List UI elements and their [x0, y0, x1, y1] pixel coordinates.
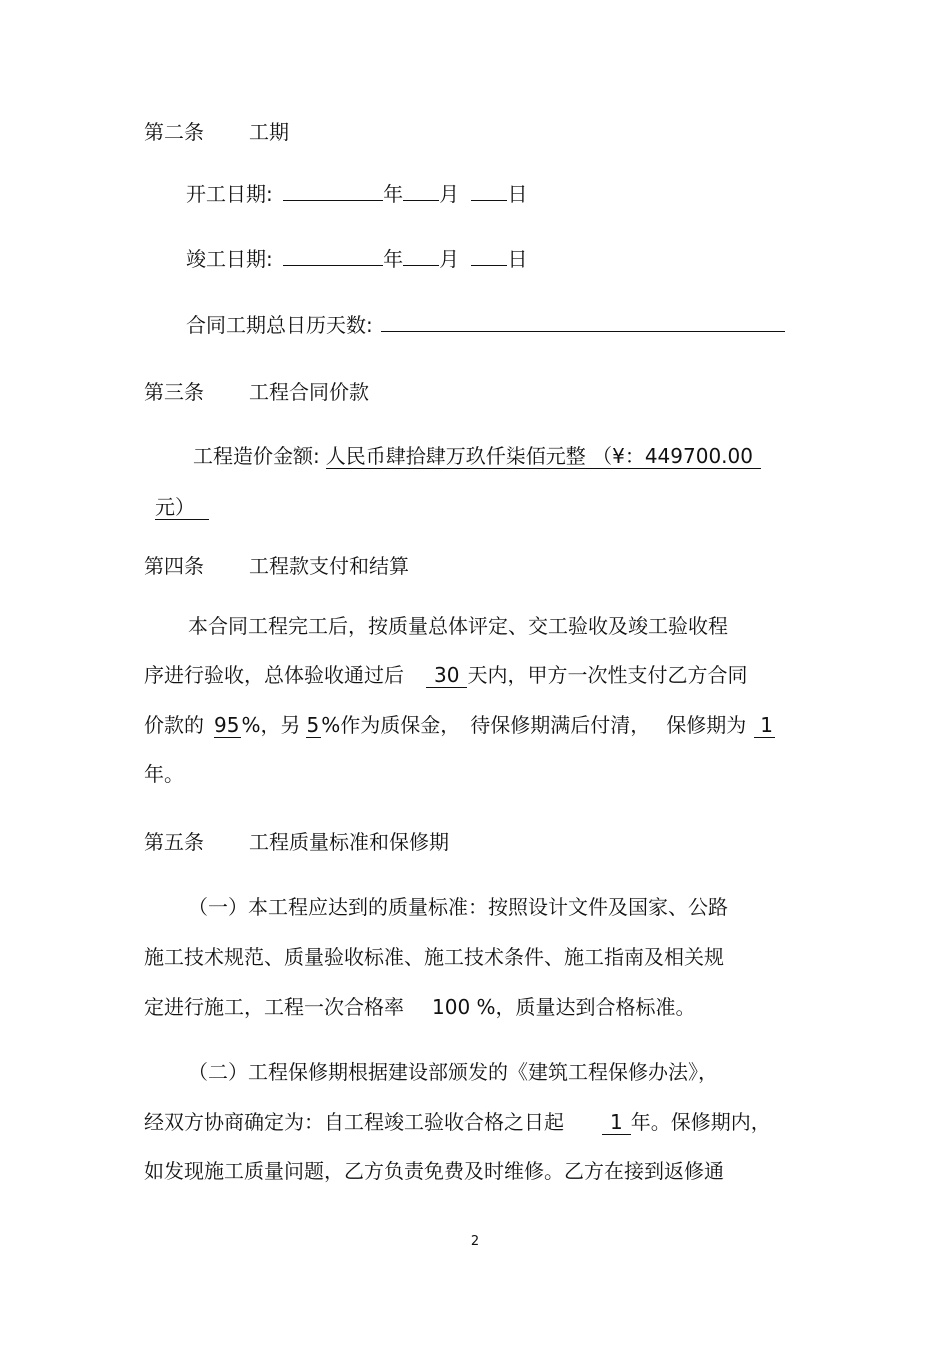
start-day-blank — [471, 178, 507, 201]
start-date-line: 开工日期: 年 月 日 — [186, 178, 527, 208]
start-date-label: 开工日期: — [186, 182, 273, 206]
warranty-paragraph-line-1: （二）工程保修期根据建设部颁发的《建筑工程保修办法》， — [188, 1060, 718, 1084]
total-days-label: 合同工期总日历天数: — [186, 313, 373, 337]
warranty-years-value: 1 — [754, 713, 775, 738]
total-days-line — [186, 309, 785, 339]
price-line-2 — [155, 493, 209, 521]
end-day-blank — [471, 243, 507, 266]
retention-percent-value: 5 — [306, 713, 320, 737]
article-number: 第二条 — [144, 120, 204, 144]
payment-days-value: 30 — [426, 663, 467, 688]
article-title: 工期 — [249, 120, 289, 144]
quality-paragraph-line-3: 定进行施工，工程一次合格率 100 %，质量达到合格标准。 — [144, 995, 696, 1019]
end-date-label: 竣工日期: — [186, 247, 273, 271]
warranty-paragraph-line-2: 经双方协商确定为：自工程竣工验收合格之日起 1 年。保修期内， — [144, 1110, 771, 1134]
price-value: 人民币肆拾肆万玖仟柒佰元整 （¥：449700.00 — [326, 444, 761, 469]
price-line — [193, 442, 761, 470]
page-number: 2 — [470, 1234, 480, 1249]
end-date-line: 竣工日期: 年 月 日 — [186, 243, 527, 273]
warranty-period-value: 1 — [602, 1110, 631, 1135]
article-2-heading — [144, 118, 289, 146]
article-4-heading — [144, 552, 409, 580]
article-number: 第四条 — [144, 554, 204, 578]
payment-percent-value: 95 — [214, 713, 240, 737]
article-3-heading — [144, 378, 369, 406]
start-month-blank — [403, 178, 439, 201]
article-number: 第五条 — [144, 830, 204, 854]
total-days-blank — [381, 309, 785, 332]
article-title: 工程款支付和结算 — [249, 554, 409, 578]
article-number: 第三条 — [144, 380, 204, 404]
article-title: 工程合同价款 — [249, 380, 369, 404]
price-label: 工程造价金额: — [193, 444, 320, 468]
price-unit: 元） — [155, 495, 209, 520]
payment-paragraph-line-3: 价款的 95 %，另 5 %作为质保金， 待保修期满后付清， 保修期为 1 — [144, 713, 773, 737]
article-5-heading — [144, 828, 449, 856]
payment-paragraph-line-2: 序进行验收，总体验收通过后 30 天内，甲方一次性支付乙方合同 — [144, 663, 748, 687]
payment-paragraph-line-1: 本合同工程完工后，按质量总体评定、交工验收及竣工验收程 — [188, 614, 728, 638]
payment-paragraph-line-4: 年。 — [144, 762, 184, 786]
pass-rate-value: 100 % — [432, 995, 496, 1019]
quality-paragraph-line-2: 施工技术规范、质量验收标准、施工技术条件、施工指南及相关规 — [144, 945, 724, 969]
end-year-blank — [283, 243, 383, 266]
article-title: 工程质量标准和保修期 — [249, 830, 449, 854]
start-year-blank — [283, 178, 383, 201]
quality-paragraph-line-1: （一）本工程应达到的质量标准：按照设计文件及国家、公路 — [188, 895, 728, 919]
warranty-paragraph-line-3: 如发现施工质量问题，乙方负责免费及时维修。乙方在接到返修通 — [144, 1159, 724, 1183]
end-month-blank — [403, 243, 439, 266]
